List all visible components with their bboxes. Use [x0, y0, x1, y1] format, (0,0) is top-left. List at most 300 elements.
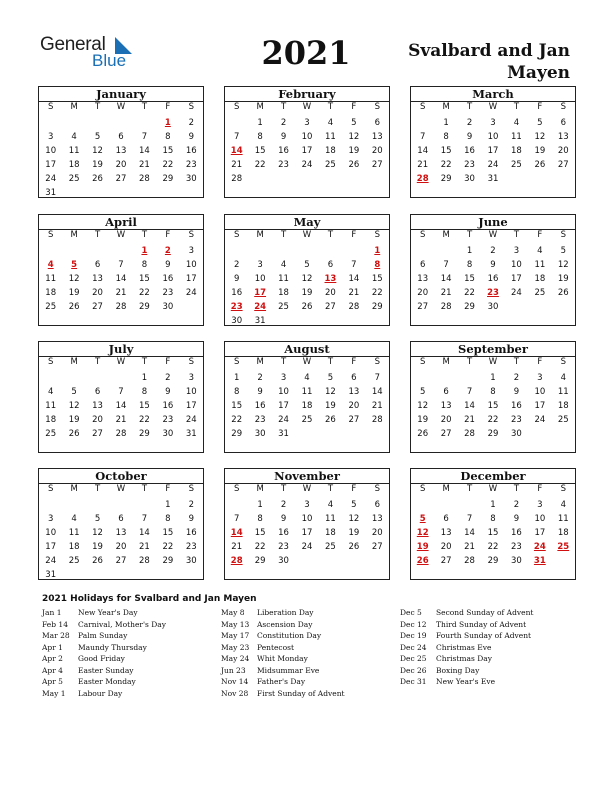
empty-day-cell	[434, 498, 457, 512]
weekday-label: M	[256, 484, 264, 494]
day-number: 21	[139, 542, 150, 552]
holiday-date: May 1	[42, 688, 66, 698]
day-number: 29	[139, 302, 150, 312]
day-number: 24	[278, 415, 289, 425]
day-number: 11	[68, 146, 80, 156]
empty-day-cell	[411, 498, 434, 512]
day-number: 23	[254, 415, 266, 425]
day-number: 1	[165, 500, 171, 510]
day-number: 27	[371, 542, 383, 552]
day-number: 8	[443, 132, 449, 142]
holiday-date: Dec 31	[400, 677, 427, 686]
month-march	[410, 86, 576, 198]
day-number: 15	[487, 401, 499, 411]
weekday-label: T	[513, 357, 520, 367]
holiday-date: Dec 25	[400, 654, 427, 663]
day-number: 31	[278, 429, 289, 439]
day-number: 28	[139, 556, 150, 566]
day-number: 6	[118, 132, 124, 142]
day-number: 24	[185, 415, 197, 425]
holiday-day: 1	[374, 246, 381, 256]
month-name: August	[284, 342, 330, 356]
day-number: 4	[71, 132, 77, 142]
holiday-date: Dec 12	[400, 619, 427, 629]
day-number: 16	[278, 528, 289, 538]
day-number: 17	[534, 528, 546, 538]
holiday-date: Apr 5	[42, 677, 63, 686]
weekday-label: M	[70, 230, 78, 240]
day-number: 7	[374, 373, 380, 383]
day-number: 10	[301, 514, 313, 524]
weekday-label: T	[327, 484, 334, 494]
logo-word-blue: Blue	[92, 51, 127, 70]
day-number: 16	[162, 401, 174, 411]
holiday-date: Nov 28	[221, 688, 249, 698]
day-number: 10	[185, 260, 197, 270]
weekday-label: S	[560, 484, 566, 494]
day-number: 24	[185, 288, 197, 298]
weekday-label: T	[327, 357, 334, 367]
day-number: 11	[45, 274, 57, 284]
month-june	[410, 214, 576, 326]
weekday-label: S	[48, 102, 54, 112]
weekday-header	[225, 483, 389, 496]
day-number: 21	[231, 542, 243, 552]
weekday-label: F	[351, 484, 357, 494]
day-number: 24	[511, 288, 522, 298]
day-number: 6	[374, 118, 380, 128]
day-number: 3	[537, 373, 543, 383]
weekday-label: T	[513, 102, 520, 112]
day-number: 29	[487, 429, 499, 439]
holiday-day: 5	[71, 260, 78, 270]
holiday-row	[221, 630, 345, 642]
weekday-label: W	[302, 484, 312, 494]
day-number: 20	[371, 528, 383, 538]
day-number: 28	[139, 174, 150, 184]
day-number: 28	[371, 415, 383, 425]
day-number: 5	[351, 118, 357, 128]
day-number: 10	[278, 387, 289, 397]
weekday-label: W	[116, 230, 126, 240]
day-number: 23	[278, 160, 289, 170]
day-number: 8	[234, 387, 240, 397]
day-number: 15	[139, 401, 150, 411]
weekday-label: M	[256, 230, 264, 240]
holiday-row	[42, 619, 166, 631]
day-number: 1	[234, 373, 240, 383]
day-number: 17	[487, 146, 499, 156]
day-number: 20	[417, 288, 429, 298]
weekday-label: M	[70, 102, 78, 112]
day-number: 5	[560, 246, 566, 256]
day-number: 4	[327, 118, 334, 128]
day-number: 11	[45, 401, 57, 411]
month-name: December	[460, 469, 526, 483]
weekday-label: W	[116, 102, 126, 112]
weekday-label: F	[537, 230, 543, 240]
day-number: 25	[45, 429, 57, 439]
month-september	[410, 341, 576, 453]
empty-day-cell	[295, 244, 318, 258]
day-number: 14	[371, 387, 383, 397]
day-grid	[39, 371, 203, 441]
day-number: 23	[185, 160, 197, 170]
day-number: 20	[325, 288, 336, 298]
day-number: 27	[325, 302, 336, 312]
weekday-label: S	[48, 484, 54, 494]
day-number: 17	[185, 274, 197, 284]
weekday-label: S	[374, 357, 380, 367]
holiday-day: 23	[487, 288, 499, 298]
day-number: 9	[490, 260, 496, 270]
holiday-row	[42, 653, 166, 665]
holiday-row	[400, 607, 533, 619]
holiday-day: 17	[254, 288, 267, 298]
empty-day-cell	[86, 371, 109, 385]
day-number: 22	[464, 288, 475, 298]
day-number: 7	[443, 260, 449, 270]
empty-day-cell	[458, 498, 481, 512]
weekday-label: T	[327, 102, 334, 112]
holiday-row	[42, 642, 166, 654]
weekday-label: F	[165, 102, 171, 112]
holiday-day: 26	[416, 556, 429, 566]
day-number: 22	[371, 288, 383, 298]
month-name: January	[96, 87, 146, 101]
month-name: November	[274, 469, 340, 483]
holiday-row	[400, 630, 533, 642]
day-grid	[411, 244, 575, 314]
day-number: 1	[490, 373, 496, 383]
day-number: 13	[557, 132, 569, 142]
day-number: 16	[185, 528, 197, 538]
holiday-day: 14	[230, 528, 243, 538]
weekday-label: F	[351, 102, 357, 112]
day-number: 19	[68, 415, 80, 425]
month-name: October	[95, 469, 147, 483]
day-number: 22	[254, 160, 266, 170]
day-number: 12	[68, 401, 80, 411]
day-number: 12	[417, 401, 429, 411]
weekday-label: S	[188, 357, 194, 367]
day-number: 26	[417, 429, 429, 439]
weekday-header	[39, 229, 203, 242]
empty-day-cell	[39, 116, 62, 130]
day-number: 2	[188, 118, 194, 128]
day-number: 26	[301, 302, 313, 312]
weekday-label: S	[560, 357, 566, 367]
day-number: 19	[68, 288, 80, 298]
holiday-day: 25	[557, 542, 570, 552]
day-number: 7	[118, 387, 124, 397]
holiday-day: 4	[47, 260, 54, 270]
day-number: 30	[162, 429, 174, 439]
holiday-row	[42, 607, 166, 619]
day-number: 13	[92, 274, 103, 284]
day-number: 12	[301, 274, 313, 284]
weekday-label: M	[442, 357, 450, 367]
empty-day-cell	[319, 244, 342, 258]
day-number: 13	[92, 401, 103, 411]
day-number: 23	[278, 542, 289, 552]
day-number: 15	[464, 274, 475, 284]
day-number: 3	[304, 500, 310, 510]
weekday-label: W	[488, 102, 498, 112]
weekday-label: T	[327, 230, 334, 240]
day-number: 21	[417, 160, 429, 170]
holiday-row	[400, 676, 533, 688]
holiday-name: Liberation Day	[257, 608, 314, 617]
day-number: 15	[139, 274, 150, 284]
holiday-day: 2	[164, 246, 171, 256]
day-number: 6	[374, 500, 380, 510]
day-number: 7	[141, 514, 148, 524]
day-number: 26	[534, 160, 546, 170]
day-number: 12	[348, 514, 360, 524]
empty-day-cell	[411, 371, 434, 385]
weekday-label: F	[165, 230, 171, 240]
day-number: 11	[278, 274, 289, 284]
day-number: 10	[301, 132, 313, 142]
day-number: 6	[118, 514, 124, 524]
weekday-label: T	[466, 357, 473, 367]
weekday-label: F	[165, 357, 171, 367]
day-number: 20	[371, 146, 383, 156]
holiday-row	[42, 665, 166, 677]
day-number: 16	[511, 528, 522, 538]
day-number: 27	[557, 160, 569, 170]
day-number: 20	[115, 542, 127, 552]
month-name: March	[472, 87, 514, 101]
weekday-label: M	[442, 230, 450, 240]
day-number: 10	[534, 514, 546, 524]
day-number: 23	[511, 542, 522, 552]
day-number: 2	[280, 118, 287, 128]
day-number: 8	[466, 260, 473, 270]
day-number: 2	[280, 500, 287, 510]
weekday-label: M	[442, 102, 450, 112]
weekday-label: M	[442, 484, 450, 494]
weekday-label: T	[94, 357, 101, 367]
holiday-date: Dec 24	[400, 642, 427, 652]
day-number: 30	[464, 174, 475, 184]
holiday-name: Ascension Day	[257, 619, 313, 629]
empty-day-cell	[109, 116, 132, 130]
day-number: 26	[92, 174, 103, 184]
day-number: 7	[351, 260, 357, 270]
holiday-day: 14	[230, 146, 243, 156]
weekday-header	[39, 483, 203, 496]
holiday-row	[221, 676, 345, 688]
day-number: 25	[511, 160, 522, 170]
day-number: 17	[185, 401, 197, 411]
day-number: 27	[440, 429, 452, 439]
day-number: 28	[440, 302, 452, 312]
weekday-label: F	[537, 102, 543, 112]
day-number: 5	[304, 260, 310, 270]
day-number: 5	[537, 118, 543, 128]
empty-day-cell	[62, 498, 85, 512]
day-number: 19	[301, 288, 313, 298]
day-number: 21	[464, 415, 475, 425]
day-number: 2	[466, 118, 473, 128]
weekday-label: S	[560, 102, 566, 112]
day-number: 15	[231, 401, 243, 411]
holiday-day: 28	[416, 174, 429, 184]
day-number: 20	[348, 401, 360, 411]
empty-day-cell	[133, 116, 156, 130]
day-number: 24	[534, 415, 546, 425]
weekday-label: S	[420, 484, 426, 494]
holiday-day: 1	[164, 118, 171, 128]
day-number: 14	[417, 146, 429, 156]
day-number: 14	[139, 146, 150, 156]
empty-day-cell	[248, 244, 271, 258]
day-number: 22	[162, 160, 174, 170]
holiday-name: Pentecost	[257, 642, 295, 652]
day-number: 27	[371, 160, 383, 170]
day-number: 15	[487, 528, 499, 538]
month-may	[224, 214, 390, 326]
holiday-date: Jun 23	[221, 665, 246, 675]
day-number: 18	[278, 288, 289, 298]
day-number: 7	[466, 514, 473, 524]
holiday-column	[42, 607, 166, 699]
day-number: 17	[301, 146, 313, 156]
day-number: 21	[115, 415, 127, 425]
day-number: 15	[162, 146, 174, 156]
holiday-name: Carnival, Mother's Day	[78, 619, 166, 629]
day-number: 2	[257, 373, 263, 383]
holiday-date: Nov 14	[221, 677, 249, 686]
day-number: 16	[185, 146, 197, 156]
weekday-label: S	[234, 102, 240, 112]
empty-day-cell	[39, 498, 62, 512]
day-number: 5	[94, 132, 101, 142]
day-number: 3	[188, 246, 194, 256]
day-number: 17	[45, 542, 57, 552]
weekday-label: S	[420, 230, 426, 240]
holiday-day: 5	[419, 514, 426, 524]
holiday-name: Christmas Day	[436, 654, 492, 663]
day-number: 10	[45, 146, 57, 156]
day-number: 22	[231, 415, 243, 425]
day-number: 28	[464, 556, 475, 566]
day-number: 10	[534, 387, 546, 397]
day-number: 26	[92, 556, 103, 566]
month-october	[38, 468, 204, 580]
empty-day-cell	[109, 498, 132, 512]
day-number: 25	[557, 415, 569, 425]
day-number: 8	[257, 132, 263, 142]
day-number: 19	[417, 415, 429, 425]
day-number: 26	[348, 160, 360, 170]
day-number: 30	[254, 429, 266, 439]
holiday-column	[400, 607, 533, 688]
holiday-name: Constitution Day	[257, 631, 322, 640]
day-number: 31	[185, 429, 197, 439]
day-number: 31	[45, 188, 57, 198]
weekday-header	[225, 229, 389, 242]
month-february	[224, 86, 390, 198]
day-number: 15	[254, 528, 266, 538]
day-grid	[225, 498, 389, 568]
day-number: 11	[301, 387, 313, 397]
day-number: 14	[115, 401, 127, 411]
empty-day-cell	[411, 244, 434, 258]
day-grid	[225, 371, 389, 441]
holiday-name: Fourth Sunday of Advent	[436, 631, 532, 640]
month-december	[410, 468, 576, 580]
weekday-header	[39, 356, 203, 369]
day-number: 6	[94, 260, 101, 270]
day-number: 14	[440, 274, 452, 284]
day-number: 14	[464, 528, 475, 538]
day-number: 25	[301, 415, 313, 425]
day-number: 8	[141, 260, 148, 270]
holiday-row	[400, 653, 533, 665]
day-number: 25	[278, 302, 289, 312]
weekday-label: S	[188, 484, 194, 494]
day-number: 12	[534, 132, 546, 142]
day-number: 6	[443, 387, 449, 397]
day-number: 29	[371, 302, 383, 312]
day-number: 12	[348, 132, 360, 142]
day-number: 28	[464, 429, 475, 439]
weekday-label: W	[488, 230, 498, 240]
weekday-label: W	[302, 230, 312, 240]
holiday-name: Second Sunday of Advent	[436, 608, 534, 617]
weekday-label: T	[466, 484, 473, 494]
day-number: 9	[513, 387, 520, 397]
day-number: 16	[231, 288, 243, 298]
day-number: 7	[234, 514, 240, 524]
holiday-name: Easter Sunday	[78, 665, 134, 675]
weekday-label: F	[351, 230, 357, 240]
day-number: 19	[325, 401, 336, 411]
day-number: 2	[513, 373, 520, 383]
holiday-date: Dec 5	[400, 608, 422, 617]
holiday-date: May 8	[221, 608, 245, 617]
holiday-row	[42, 688, 166, 700]
weekday-header	[225, 356, 389, 369]
day-number: 17	[45, 160, 57, 170]
day-number: 22	[487, 542, 499, 552]
holiday-day: 24	[533, 542, 546, 552]
empty-day-cell	[272, 244, 295, 258]
day-number: 28	[115, 302, 127, 312]
day-number: 18	[301, 401, 313, 411]
day-number: 9	[188, 132, 194, 142]
day-number: 10	[254, 274, 266, 284]
day-number: 4	[48, 387, 54, 397]
day-number: 24	[301, 542, 313, 552]
month-name: April	[105, 215, 137, 229]
day-number: 20	[92, 415, 103, 425]
day-grid	[411, 498, 575, 568]
day-number: 29	[464, 302, 475, 312]
weekday-label: T	[513, 230, 520, 240]
weekday-label: W	[116, 484, 126, 494]
holiday-date: Apr 2	[42, 654, 63, 663]
day-number: 1	[257, 118, 263, 128]
holiday-name: Third Sunday of Advent	[436, 619, 527, 629]
holiday-row	[221, 619, 345, 631]
day-number: 6	[443, 514, 449, 524]
weekday-label: S	[48, 357, 54, 367]
weekday-label: S	[374, 230, 380, 240]
